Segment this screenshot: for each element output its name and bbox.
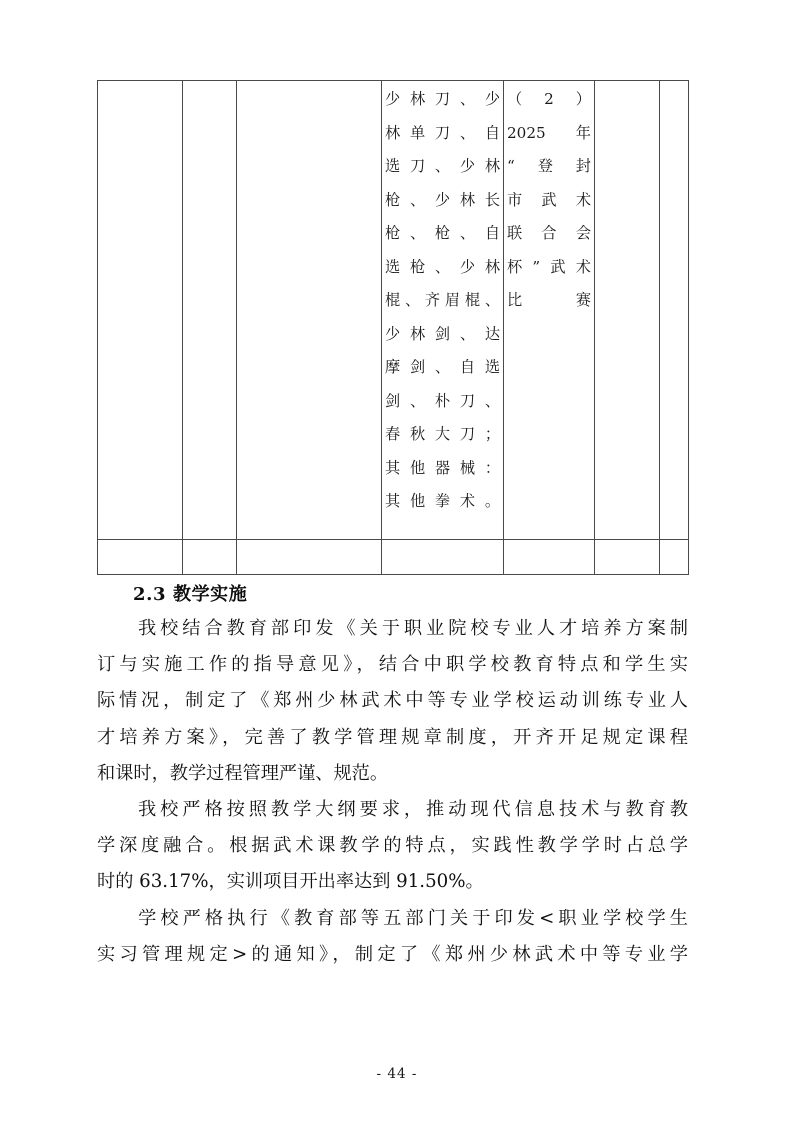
table-cell-c2r2 (183, 540, 237, 575)
equipment-list-text (385, 83, 500, 519)
cell-line: 选刀、少林 (385, 157, 500, 175)
cell-line: 比赛 (507, 291, 591, 309)
table-container (97, 80, 688, 575)
cell-line: 少林剑、达 (385, 324, 500, 343)
table-cell-competition (504, 81, 595, 540)
cell-line: 林单刀、自 (385, 123, 500, 142)
line-text: 学校严格执行《教育部等五部门关于印发<职业学校学生 (134, 907, 688, 929)
cell-line: 选枪、少林 (385, 257, 500, 276)
table-cell-c2r1 (183, 81, 237, 540)
paragraph-3 (97, 901, 688, 973)
paragraph-line: 时的 63.17%，实训项目开出率达到 91.50%。 (97, 871, 484, 893)
paragraph-line (97, 611, 688, 647)
cell-line: 其他拳术。 (385, 492, 500, 510)
curriculum-table (97, 80, 689, 575)
line-text: 我校严格按照教学大纲要求，推动现代信息技术与教育教 (134, 799, 688, 821)
table-cell-c6r2 (595, 540, 660, 575)
table-cell-c7r1 (660, 81, 689, 540)
cell-line: 联合会 (507, 224, 591, 242)
cell-line: 少林刀、少 (385, 90, 500, 108)
paragraph-1 (97, 611, 688, 792)
competition-text (507, 83, 591, 318)
table-cell-c3r1 (237, 81, 382, 540)
page-number: - 44 - (376, 1066, 418, 1082)
paragraph-line: 订与实施工作的指导意见》，结合中职学校教育特点和学生实 (97, 654, 688, 676)
cell-line: （2） (507, 90, 591, 108)
line-text: 我校结合教育部印发《关于职业院校专业人才培养方案制 (134, 618, 688, 639)
paragraph-line: 际情况，制定了《郑州少林武术中等专业学校运动训练专业人 (97, 690, 688, 712)
table-cell-c3r2 (237, 540, 382, 575)
cell-line: 棍、齐眉棍、 (385, 291, 500, 309)
cell-line: “登封 (507, 157, 591, 175)
table-cell-c6r1 (595, 81, 660, 540)
cell-line: 春秋大刀； (385, 425, 500, 443)
table-cell-c7r2 (660, 540, 689, 575)
cell-line: 其他器械： (385, 458, 500, 477)
table-cell-c1r1 (98, 81, 183, 540)
paragraph-line (97, 792, 688, 828)
cell-line: 2025 年 (507, 123, 591, 142)
cell-line: 市武术 (507, 190, 591, 209)
cell-line: 剑、朴刀、 (385, 391, 500, 410)
section-heading-2-3: 2.3 教学实施 (133, 584, 248, 605)
paragraph-line: 学深度融合。根据武术课教学的特点，实践性教学学时占总学 (97, 835, 688, 857)
body-content (97, 578, 688, 973)
paragraph-line: 实习管理规定>的通知》，制定了《郑州少林武术中等专业学 (97, 943, 688, 965)
paragraph-2 (97, 792, 688, 901)
table-cell-c1r2 (98, 540, 183, 575)
table-cell-c4r2 (382, 540, 504, 575)
page-footer (0, 1063, 794, 1082)
cell-line: 枪、枪、自 (385, 224, 500, 242)
paragraph-line: 才培养方案》，完善了教学管理规章制度，开齐开足规定课程 (97, 726, 688, 748)
table-cell-equipment-list (382, 81, 504, 540)
table-cell-c5r2 (504, 540, 595, 575)
paragraph-line: 和课时，教学过程管理严谨、规范。 (97, 762, 389, 784)
cell-line: 枪、少林长 (385, 190, 500, 209)
cell-line: 摩剑、自选 (385, 358, 500, 376)
table-row (98, 81, 689, 540)
paragraph-line (97, 901, 688, 937)
cell-line: 杯”武术 (507, 257, 591, 276)
table-row (98, 540, 689, 575)
